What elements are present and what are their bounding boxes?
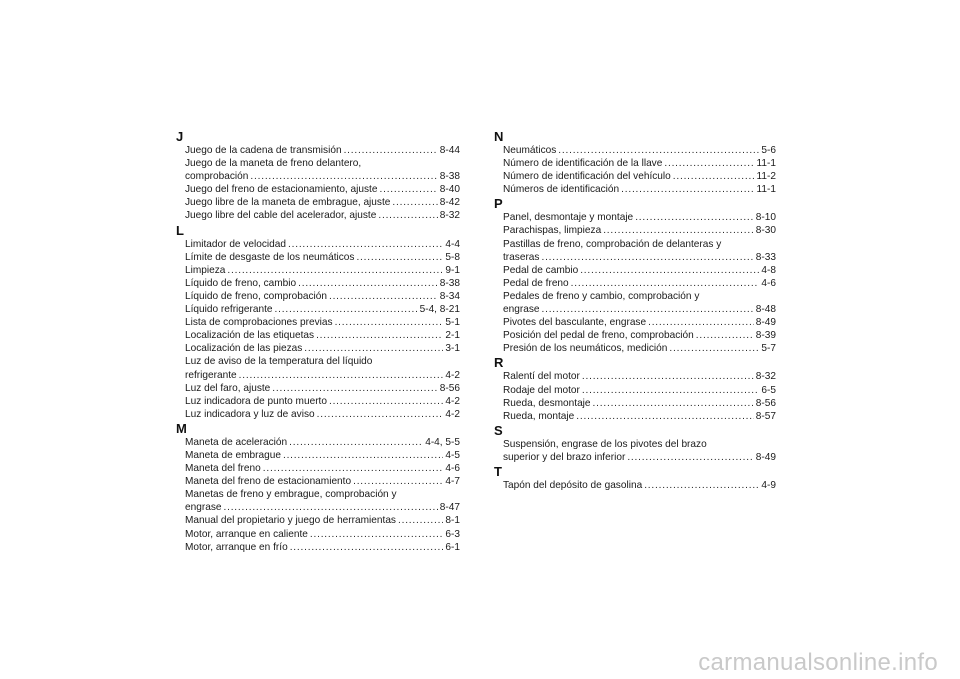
dot-leader (627, 451, 753, 464)
section-letter-heading: M (176, 420, 187, 436)
index-entry (176, 183, 460, 196)
index-column-left (176, 129, 460, 554)
dot-leader (290, 541, 444, 554)
index-page-number: 6-1 (445, 541, 460, 553)
index-entry-line (494, 157, 776, 170)
dot-leader (356, 251, 443, 264)
dot-leader (379, 183, 437, 196)
index-entry-line (494, 277, 776, 290)
index-entry-line (494, 144, 776, 157)
index-page-number: 8-10 (755, 212, 776, 224)
index-page-number: 8-56 (755, 397, 776, 409)
index-entry-text: traseras (503, 251, 540, 263)
index-entry-line (176, 170, 460, 183)
index-page-number: 4-2 (445, 369, 460, 381)
index-entry (176, 264, 460, 277)
section-letter-heading: N (494, 129, 504, 144)
index-entry (176, 196, 460, 209)
index-entry-text: Limitador de velocidad (185, 238, 286, 250)
index-entry-line (176, 342, 460, 355)
index-page-number: 6-3 (445, 528, 460, 540)
index-entry (494, 170, 776, 183)
dot-leader (558, 144, 759, 157)
index-page-number: 4-6 (761, 277, 776, 289)
index-entry-line (494, 238, 776, 251)
index-entry (494, 342, 776, 355)
index-entry-text: Localización de las piezas (185, 343, 303, 355)
index-entry (176, 157, 460, 183)
index-entry (494, 183, 776, 196)
index-entry-text: Juego libre de la maneta de embrague, ajuste (185, 197, 391, 209)
dot-leader (392, 196, 437, 209)
index-entry-line (494, 397, 776, 410)
index-entry-text: Juego del freno de estacionamiento, ajuste (185, 184, 378, 196)
index-page-number: 5-4, 8-21 (419, 304, 460, 316)
index-entry-text: Número de identificación de la llave (503, 158, 663, 170)
index-entry-line (176, 501, 460, 514)
index-entry-line (176, 209, 460, 222)
index-entry-text: refrigerante (185, 369, 237, 381)
section-letter-heading: J (176, 129, 184, 144)
index-page-number: 4-2 (445, 408, 460, 420)
index-page-number: 5-7 (761, 343, 776, 355)
index-entry (494, 410, 776, 423)
index-entry-text: Manual del propietario y juego de herramientas (185, 515, 396, 527)
index-page-number: 8-30 (755, 225, 776, 237)
index-page-number: 4-8 (761, 264, 776, 276)
index-entry-line (494, 251, 776, 264)
index-entry (494, 316, 776, 329)
index-page-number: 8-48 (755, 304, 776, 316)
index-page-number: 8-32 (755, 371, 776, 383)
index-entry-text: comprobación (185, 171, 249, 183)
index-entry-text: Motor, arranque en caliente (185, 528, 308, 540)
index-page-number: 8-40 (439, 184, 460, 196)
index-page-number: 4-2 (445, 395, 460, 407)
site-watermark: carmanualsonline.info (698, 649, 938, 676)
dot-leader (317, 408, 444, 421)
index-page-number: 4-5 (445, 449, 460, 461)
index-entry-line (494, 451, 776, 464)
index-entry-line (176, 369, 460, 382)
index-entry-text: Juego libre del cable del acelerador, ajuste (185, 210, 377, 222)
index-entry (176, 238, 460, 251)
index-entry (494, 277, 776, 290)
index-entry-text: engrase (185, 502, 222, 514)
dot-leader (283, 449, 443, 462)
index-entry-line (176, 355, 460, 368)
dot-leader (227, 264, 443, 277)
index-entry-line (176, 462, 460, 475)
index-entry (176, 251, 460, 264)
index-entry-text: Pedal de cambio (503, 264, 579, 276)
index-section (494, 355, 776, 422)
index-entry-text: Lista de comprobaciones previas (185, 317, 333, 329)
index-entry (494, 224, 776, 237)
index-entry (176, 528, 460, 541)
index-entry (176, 316, 460, 329)
index-entry-line (494, 410, 776, 423)
index-entry-text: Luz del faro, ajuste (185, 382, 271, 394)
dot-leader (272, 382, 438, 395)
index-entry-text: Número de identificación del vehículo (503, 171, 671, 183)
index-entry-line (176, 541, 460, 554)
index-entry-line (494, 170, 776, 183)
index-entry-text: Posición del pedal de freno, comprobación (503, 330, 694, 342)
index-entry-text: Rodaje del motor (503, 384, 580, 396)
index-entry (176, 488, 460, 514)
index-entry-text: Luz indicadora de punto muerto (185, 395, 327, 407)
dot-leader (644, 479, 759, 492)
index-entry-text: Maneta de embrague (185, 449, 281, 461)
index-entry (494, 479, 776, 492)
section-letter-heading: S (494, 422, 503, 438)
index-entry-line (176, 475, 460, 488)
index-entry (494, 290, 776, 316)
index-entry (176, 395, 460, 408)
index-entry-text: Pivotes del basculante, engrase (503, 317, 647, 329)
dot-leader (310, 528, 444, 541)
index-entry-text: superior y del brazo inferior (503, 451, 626, 463)
index-page-number: 4-6 (445, 463, 460, 475)
index-entry (494, 329, 776, 342)
index-entry-text: Maneta del freno de estacionamiento (185, 476, 352, 488)
dot-leader (593, 397, 754, 410)
index-page-number: 4-7 (445, 476, 460, 488)
index-entry-line (176, 183, 460, 196)
index-entry-text: Presión de los neumáticos, medición (503, 343, 668, 355)
index-entry-line (494, 342, 776, 355)
index-page-number: 8-47 (439, 502, 460, 514)
index-entry-text: Manetas de freno y embrague, comprobación y (185, 489, 397, 501)
dot-leader (329, 290, 438, 303)
index-entry (494, 144, 776, 157)
index-entry-line (176, 303, 460, 316)
index-entry (176, 462, 460, 475)
section-letter-heading: R (494, 355, 504, 371)
index-page-number: 8-42 (439, 197, 460, 209)
dot-leader (669, 342, 759, 355)
index-column-right (494, 129, 776, 492)
index-section (494, 423, 776, 464)
index-entry-line (176, 329, 460, 342)
index-entry-line (176, 408, 460, 421)
index-entry-text: Maneta de aceleración (185, 436, 288, 448)
index-entry-text: Luz de aviso de la temperatura del líquido (185, 356, 373, 368)
index-entry-line (494, 224, 776, 237)
dot-leader (603, 224, 754, 237)
index-section (176, 129, 460, 223)
index-page-number: 8-38 (439, 277, 460, 289)
index-page-number: 8-56 (439, 382, 460, 394)
dot-leader (696, 329, 754, 342)
index-entry-text: Tapón del depósito de gasolina (503, 479, 643, 491)
index-entry (176, 290, 460, 303)
index-entry (176, 277, 460, 290)
dot-leader (582, 370, 754, 383)
index-entry-line (176, 264, 460, 277)
index-entry-text: Panel, desmontaje y montaje (503, 212, 634, 224)
index-entry (176, 209, 460, 222)
index-entry-line (494, 290, 776, 303)
dot-leader (582, 384, 760, 397)
index-entry-line (176, 382, 460, 395)
dot-leader (635, 211, 754, 224)
index-entry (176, 342, 460, 355)
dot-leader (316, 329, 443, 342)
dot-leader (304, 342, 443, 355)
index-page-number: 8-33 (755, 251, 776, 263)
dot-leader (223, 501, 437, 514)
index-page-number: 4-4, 5-5 (425, 436, 460, 448)
dot-leader (289, 436, 423, 449)
index-page-number: 8-39 (755, 330, 776, 342)
index-section (494, 464, 776, 492)
index-entry-text: Rueda, desmontaje (503, 397, 591, 409)
index-entry-line (176, 290, 460, 303)
dot-leader (335, 316, 444, 329)
index-entry-line (176, 196, 460, 209)
index-entry-text: Líquido de freno, cambio (185, 277, 297, 289)
index-entry-line (176, 144, 460, 157)
index-entry-line (176, 514, 460, 527)
dot-leader (571, 277, 760, 290)
index-entry-line (176, 316, 460, 329)
dot-leader (576, 410, 754, 423)
dot-leader (329, 395, 443, 408)
dot-leader (263, 462, 444, 475)
index-page-number: 4-9 (761, 479, 776, 491)
index-entry-text: Suspensión, engrase de los pivotes del brazo (503, 438, 707, 450)
index-entry-text: Neumáticos (503, 145, 557, 156)
index-entry-text: Pedales de freno y cambio, comprobación y (503, 290, 700, 302)
index-entry (494, 397, 776, 410)
index-section (494, 129, 776, 196)
index-entry-text: Ralentí del motor (503, 371, 580, 383)
index-section (176, 223, 460, 421)
index-entry-text: Juego de la cadena de transmisión (185, 145, 342, 156)
index-entry-line (176, 395, 460, 408)
dot-leader (580, 264, 759, 277)
index-page-number: 8-34 (439, 290, 460, 302)
dot-leader (664, 157, 754, 170)
index-entry-text: Localización de las etiquetas (185, 330, 315, 342)
index-page-number: 5-1 (445, 317, 460, 329)
dot-leader (541, 303, 753, 316)
index-entry-line (494, 316, 776, 329)
index-entry (494, 384, 776, 397)
index-entry (176, 144, 460, 157)
dot-leader (275, 303, 418, 316)
index-entry-text: Juego de la maneta de freno delantero, (185, 158, 362, 170)
index-entry (494, 211, 776, 224)
index-entry-text: Maneta del freno (185, 463, 261, 475)
index-entry-line (494, 370, 776, 383)
index-entry (176, 514, 460, 527)
index-entry-text: engrase (503, 304, 540, 316)
index-entry-line (176, 488, 460, 501)
index-entry-line (494, 264, 776, 277)
index-page-number: 8-32 (439, 210, 460, 222)
index-entry (176, 408, 460, 421)
section-letter-heading: P (494, 196, 503, 212)
index-entry-text: Líquido de freno, comprobación (185, 290, 327, 302)
index-entry-line (176, 238, 460, 251)
index-page-number: 11-1 (756, 184, 776, 196)
index-section (176, 421, 460, 554)
index-entry-line (176, 449, 460, 462)
index-entry-text: Números de identificación (503, 184, 620, 196)
index-entry (494, 370, 776, 383)
index-entry-line (494, 183, 776, 196)
index-page-number: 11-1 (756, 158, 776, 170)
index-entry-line (494, 438, 776, 451)
index-page-number: 5-8 (445, 251, 460, 263)
dot-leader (398, 514, 443, 527)
dot-leader (250, 170, 437, 183)
index-entry-line (176, 277, 460, 290)
dot-leader (541, 251, 753, 264)
dot-leader (239, 369, 444, 382)
index-entry (494, 438, 776, 464)
index-entry-text: Pastillas de freno, comprobación de delanteras y (503, 238, 722, 250)
index-page-number: 2-1 (445, 330, 460, 342)
index-entry-line (494, 479, 776, 492)
index-page-number: 8-49 (755, 317, 776, 329)
index-entry (494, 238, 776, 264)
index-entry-text: Parachispas, limpieza (503, 225, 602, 237)
index-entry-line (176, 157, 460, 170)
index-page-number: 8-57 (755, 410, 776, 422)
dot-leader (673, 170, 755, 183)
index-entry (176, 541, 460, 554)
dot-leader (288, 238, 443, 251)
index-entry-text: Líquido refrigerante (185, 304, 273, 316)
index-entry-text: Limpieza (185, 264, 226, 276)
index-page-number: 8-44 (439, 145, 460, 156)
index-entry-line (176, 251, 460, 264)
index-page-number: 9-1 (445, 264, 460, 276)
index-section (494, 196, 776, 355)
index-page-number: 6-5 (761, 384, 776, 396)
index-entry-text: Límite de desgaste de los neumáticos (185, 251, 355, 263)
index-entry-line (494, 303, 776, 316)
index-entry-line (176, 436, 460, 449)
index-entry-text: Rueda, montaje (503, 410, 575, 422)
index-entry (176, 436, 460, 449)
index-entry (176, 449, 460, 462)
index-entry (176, 355, 460, 381)
dot-leader (621, 183, 754, 196)
index-entry (494, 264, 776, 277)
index-entry-line (494, 211, 776, 224)
index-entry-text: Motor, arranque en frío (185, 541, 288, 553)
index-page-number: 8-1 (445, 515, 460, 527)
index-page-number: 11-2 (756, 171, 776, 183)
index-entry (176, 475, 460, 488)
index-entry (176, 329, 460, 342)
index-entry (176, 303, 460, 316)
index-page-number: 5-6 (761, 145, 776, 156)
index-entry (494, 157, 776, 170)
dot-leader (298, 277, 438, 290)
dot-leader (344, 144, 438, 157)
index-entry-line (494, 384, 776, 397)
dot-leader (378, 209, 437, 222)
index-page-number: 8-38 (439, 171, 460, 183)
index-entry-text: Pedal de freno (503, 277, 569, 289)
dot-leader (648, 316, 754, 329)
section-letter-heading: L (176, 222, 184, 238)
index-entry-line (494, 329, 776, 342)
index-page-number: 4-4 (445, 238, 460, 250)
section-letter-heading: T (494, 463, 502, 479)
index-page-number: 8-49 (755, 451, 776, 463)
dot-leader (353, 475, 443, 488)
index-entry-text: Luz indicadora y luz de aviso (185, 408, 315, 420)
index-entry-line (176, 528, 460, 541)
index-page-number: 3-1 (445, 343, 460, 355)
index-entry (176, 382, 460, 395)
